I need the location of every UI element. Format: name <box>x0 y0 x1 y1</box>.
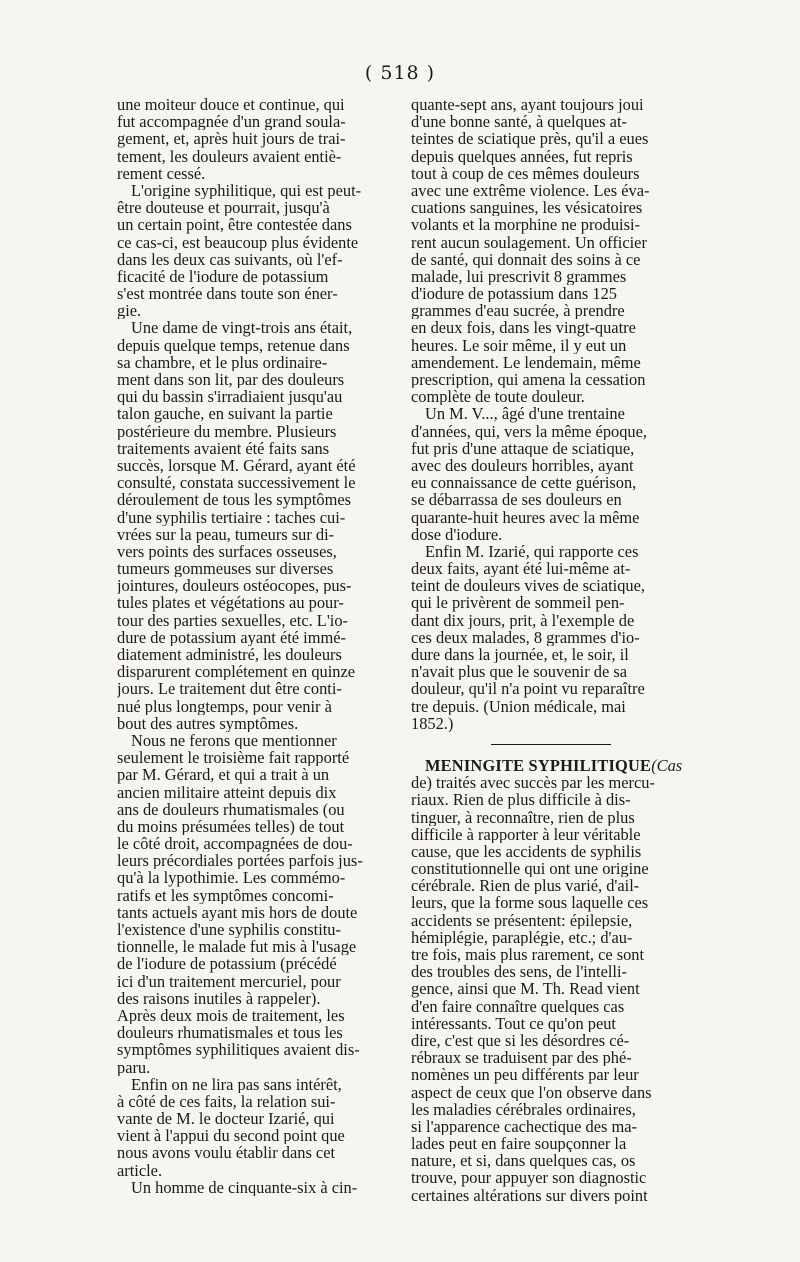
text-line: qui du bassin s'irradiaient jusqu'au <box>117 388 343 406</box>
text-line: dans les deux cas suivants, où l'ef- <box>117 250 343 268</box>
text-line: riaux. Rien de plus difficile à dis- <box>411 791 631 809</box>
text-line: sa chambre, et le plus ordinaire- <box>117 353 328 371</box>
text-line: disparurent complétement en quinze <box>117 663 356 681</box>
text-line: gence, ainsi que M. Th. Read vient <box>411 980 640 998</box>
text-line: dose d'iodure. <box>411 525 503 543</box>
text-line: de santé, qui donnait des soins à ce <box>411 250 641 268</box>
text-line: s'est montrée dans toute son éner- <box>117 285 338 303</box>
text-line: traitements avaient été faits sans <box>117 439 330 457</box>
text-line: tionnelle, le malade fut mis à l'usage <box>117 938 357 956</box>
text-line: tour des parties sexuelles, etc. L'io- <box>117 611 348 629</box>
text-line: dure dans la journée, et, le soir, il <box>411 646 629 664</box>
text-line: diatement administré, les douleurs <box>117 646 342 664</box>
text-line: cuations sanguines, les vésicatoires <box>411 199 643 217</box>
text-line: leurs, que la forme sous laquelle ces <box>411 894 649 912</box>
text-line: seulement le troisième fait rapporté <box>117 749 350 767</box>
text-line: eu connaissance de cette guérison, <box>411 474 637 492</box>
text-line: nature, et si, dans quelques cas, os <box>411 1152 636 1170</box>
text-line: tants actuels ayant mis hors de doute <box>117 903 358 921</box>
text-line: paru. <box>117 1058 151 1076</box>
text-line: grammes d'eau sucrée, à prendre <box>411 302 625 320</box>
text-line: fut pris d'une attaque de sciatique, <box>411 439 635 457</box>
text-line: tumeurs gommeuses sur diverses <box>117 560 334 578</box>
text-line: des troubles des sens, de l'intelli- <box>411 963 627 981</box>
text-line: trouve, pour appuyer son diagnostic <box>411 1169 647 1187</box>
text-line: teint de douleurs vives de sciatique, <box>411 577 645 595</box>
text-line: constitutionnelle qui ont une origine <box>411 860 649 878</box>
text-line: tement, les douleurs avaient entiè- <box>117 147 342 165</box>
left-column <box>117 96 387 1196</box>
text-line: une moiteur douce et continue, qui <box>117 96 345 114</box>
text-line: dure de potassium ayant été immé- <box>117 628 346 646</box>
text-line: article. <box>117 1161 163 1179</box>
page-number: ( 518 ) <box>364 62 436 84</box>
right-column-part-b <box>411 774 683 1204</box>
text-line: qu'à la lypothimie. Les commémo- <box>117 869 346 887</box>
text-line: jours. Le traitement dut être conti- <box>117 680 342 698</box>
right-column-part-a <box>411 96 683 732</box>
text-line: quante-sept ans, ayant toujours joui <box>411 96 644 114</box>
text-line: postérieure du membre. Plusieurs <box>117 422 337 440</box>
text-line: avec une extrême violence. Les éva- <box>411 181 650 200</box>
text-line: si l'apparence cachectique des ma- <box>411 1117 637 1136</box>
text-line: tre depuis. (Union médicale, mai <box>411 697 626 715</box>
text-line: 1852.) <box>411 714 454 732</box>
text-line: dant dix jours, prit, à l'exemple de <box>411 611 635 629</box>
text-line: cérébrale. Rien de plus varié, d'ail- <box>411 877 640 895</box>
text-line: n'avait plus que le souvenir de sa <box>411 663 627 681</box>
text-line: de) traités avec succès par les mercu- <box>411 774 655 792</box>
text-line: tules plates et végétations au pour- <box>117 594 344 612</box>
text-line: Enfin on ne lira pas sans intérêt, <box>131 1075 342 1093</box>
text-line: nomènes un peu différents par leur <box>411 1066 639 1084</box>
text-line: Enfin M. Izarié, qui rapporte ces <box>425 542 639 561</box>
text-line: consulté, constata successivement le <box>117 474 356 492</box>
text-line: de l'iodure de potassium (précédé <box>117 955 337 973</box>
text-line: le côté droit, accompagnées de dou- <box>117 835 353 853</box>
text-line: symptômes syphilitiques avaient dis- <box>117 1041 360 1059</box>
text-line: tout à coup de ces mêmes douleurs <box>411 164 640 182</box>
text-line: douleur, qu'il n'a point vu reparaître <box>411 680 645 698</box>
text-line: ici d'un traitement mercuriel, pour <box>117 972 341 990</box>
text-line: d'une bonne santé, à quelques at- <box>411 113 627 131</box>
text-line: être douteuse et pourrait, jusqu'à <box>117 199 330 217</box>
text-line: cause, que les accidents de syphilis <box>411 842 642 861</box>
text-line: ment dans son lit, par des douleurs <box>117 371 345 389</box>
text-line: aspect de ceux que l'on observe dans <box>411 1083 652 1101</box>
text-line: Un M. V..., âgé d'une trentaine <box>425 405 625 423</box>
right-column <box>411 96 683 1204</box>
text-line: prescription, qui amena la cessation <box>411 371 646 389</box>
text-line: succès, lorsque M. Gérard, ayant été <box>117 456 356 475</box>
text-line: complète de toute douleur. <box>411 388 585 406</box>
text-line: qui le privèrent de sommeil pen- <box>411 594 625 612</box>
text-line: deux faits, ayant été lui-même at- <box>411 560 631 578</box>
text-line: nous avons voulu établir dans cet <box>117 1144 336 1162</box>
text-line: en deux fois, dans les vingt-quatre <box>411 319 636 337</box>
text-line: rent aucun soulagement. Un officier <box>411 233 647 251</box>
text-line: gement, et, après huit jours de trai- <box>117 130 346 148</box>
text-line: lades peut en faire soupçonner la <box>411 1135 627 1153</box>
text-line: Nous ne ferons que mentionner <box>131 731 337 750</box>
text-line: avec des douleurs horribles, ayant <box>411 456 634 475</box>
text-line: déroulement de tous les symptômes <box>117 491 351 509</box>
section-heading-line <box>411 757 683 774</box>
text-line: difficile à rapporter à leur véritable <box>411 825 641 843</box>
text-line: hémiplégie, paraplégie, etc.; d'au- <box>411 928 633 946</box>
text-line: d'iodure de potassium dans 125 <box>411 285 617 303</box>
text-line: des raisons inutiles à rappeler). <box>117 989 321 1007</box>
text-line: gie. <box>117 302 142 320</box>
text-line: Un homme de cinquante-six à cin- <box>131 1178 358 1196</box>
text-line: Après deux mois de traitement, les <box>117 1006 345 1025</box>
text-line: ficacité de l'iodure de potassium <box>117 267 329 286</box>
text-line: intéressants. Tout ce qu'on peut <box>411 1014 616 1032</box>
text-line: accidents se présentent: épilepsie, <box>411 911 633 929</box>
text-line: Une dame de vingt-trois ans était, <box>131 319 353 337</box>
text-line: vient à l'appui du second point que <box>117 1127 345 1145</box>
text-line: se débarrassa de ses douleurs en <box>411 491 622 509</box>
text-line: ancien militaire atteint depuis dix <box>117 783 337 801</box>
text-line: ratifs et les symptômes concomi- <box>117 886 334 904</box>
text-line: rébraux se traduisent par des phé- <box>411 1049 632 1067</box>
text-line: douleurs rhumatismales et tous les <box>117 1024 343 1042</box>
text-line: d'années, qui, vers la même époque, <box>411 422 647 440</box>
section-divider <box>491 744 611 745</box>
text-line: amendement. Le lendemain, même <box>411 353 641 371</box>
text-line: vers points des surfaces osseuses, <box>117 542 337 561</box>
text-line: volants et la morphine ne produisi- <box>411 216 640 234</box>
text-line: d'une syphilis tertiaire : taches cui- <box>117 508 346 526</box>
text-line: d'en faire connaître quelques cas <box>411 997 625 1015</box>
text-line: vrées sur la peau, tumeurs sur di- <box>117 525 335 543</box>
text-line: ces deux malades, 8 grammes d'io- <box>411 628 640 646</box>
text-line: l'existence d'une syphilis constitu- <box>117 921 341 939</box>
text-line: leurs précordiales portées parfois jus- <box>117 852 363 870</box>
text-line: les maladies cérébrales ordinaires, <box>411 1100 636 1118</box>
text-line: ce cas-ci, est beaucoup plus évidente <box>117 233 359 251</box>
text-line: malade, lui prescrivit 8 grammes <box>411 267 627 286</box>
text-line: tinguer, à reconnaître, rien de plus <box>411 808 635 826</box>
text-line: du moins présumées telles) de tout <box>117 817 345 836</box>
text-line: nué plus longtemps, pour venir à <box>117 697 332 715</box>
text-line: teintes de sciatique près, qu'il a eues <box>411 130 649 148</box>
text-line: ans de douleurs rhumatismales (ou <box>117 800 345 818</box>
text-line: à côté de ces faits, la relation sui- <box>117 1092 336 1111</box>
text-line: jointures, douleurs ostéocopes, pus- <box>117 577 352 595</box>
text-line: quarante-huit heures avec la même <box>411 508 640 526</box>
text-line: depuis quelque temps, retenue dans <box>117 336 350 354</box>
text-line: fut accompagnée d'un grand soula- <box>117 113 346 131</box>
text-line: depuis quelques années, fut repris <box>411 147 633 165</box>
text-line: heures. Le soir même, il y eut un <box>411 336 627 354</box>
text-line: un certain point, être contestée dans <box>117 216 352 234</box>
text-line: talon gauche, en suivant la partie <box>117 405 333 423</box>
section-heading: MENINGITE SYPHILITIQUE <box>425 756 652 775</box>
text-line: tre fois, mais plus rarement, ce sont <box>411 946 645 964</box>
section-heading-suffix: (Cas <box>651 756 683 775</box>
text-line: L'origine syphilitique, qui est peut- <box>131 181 362 200</box>
text-line: vante de M. le docteur Izarié, qui <box>117 1110 335 1128</box>
text-line: dire, c'est que si les désordres cé- <box>411 1031 630 1050</box>
text-line: bout des autres symptômes. <box>117 714 299 732</box>
text-line: rement cessé. <box>117 164 206 182</box>
text-line: par M. Gérard, et qui a trait à un <box>117 766 330 784</box>
text-line: certaines altérations sur divers point <box>411 1186 648 1204</box>
